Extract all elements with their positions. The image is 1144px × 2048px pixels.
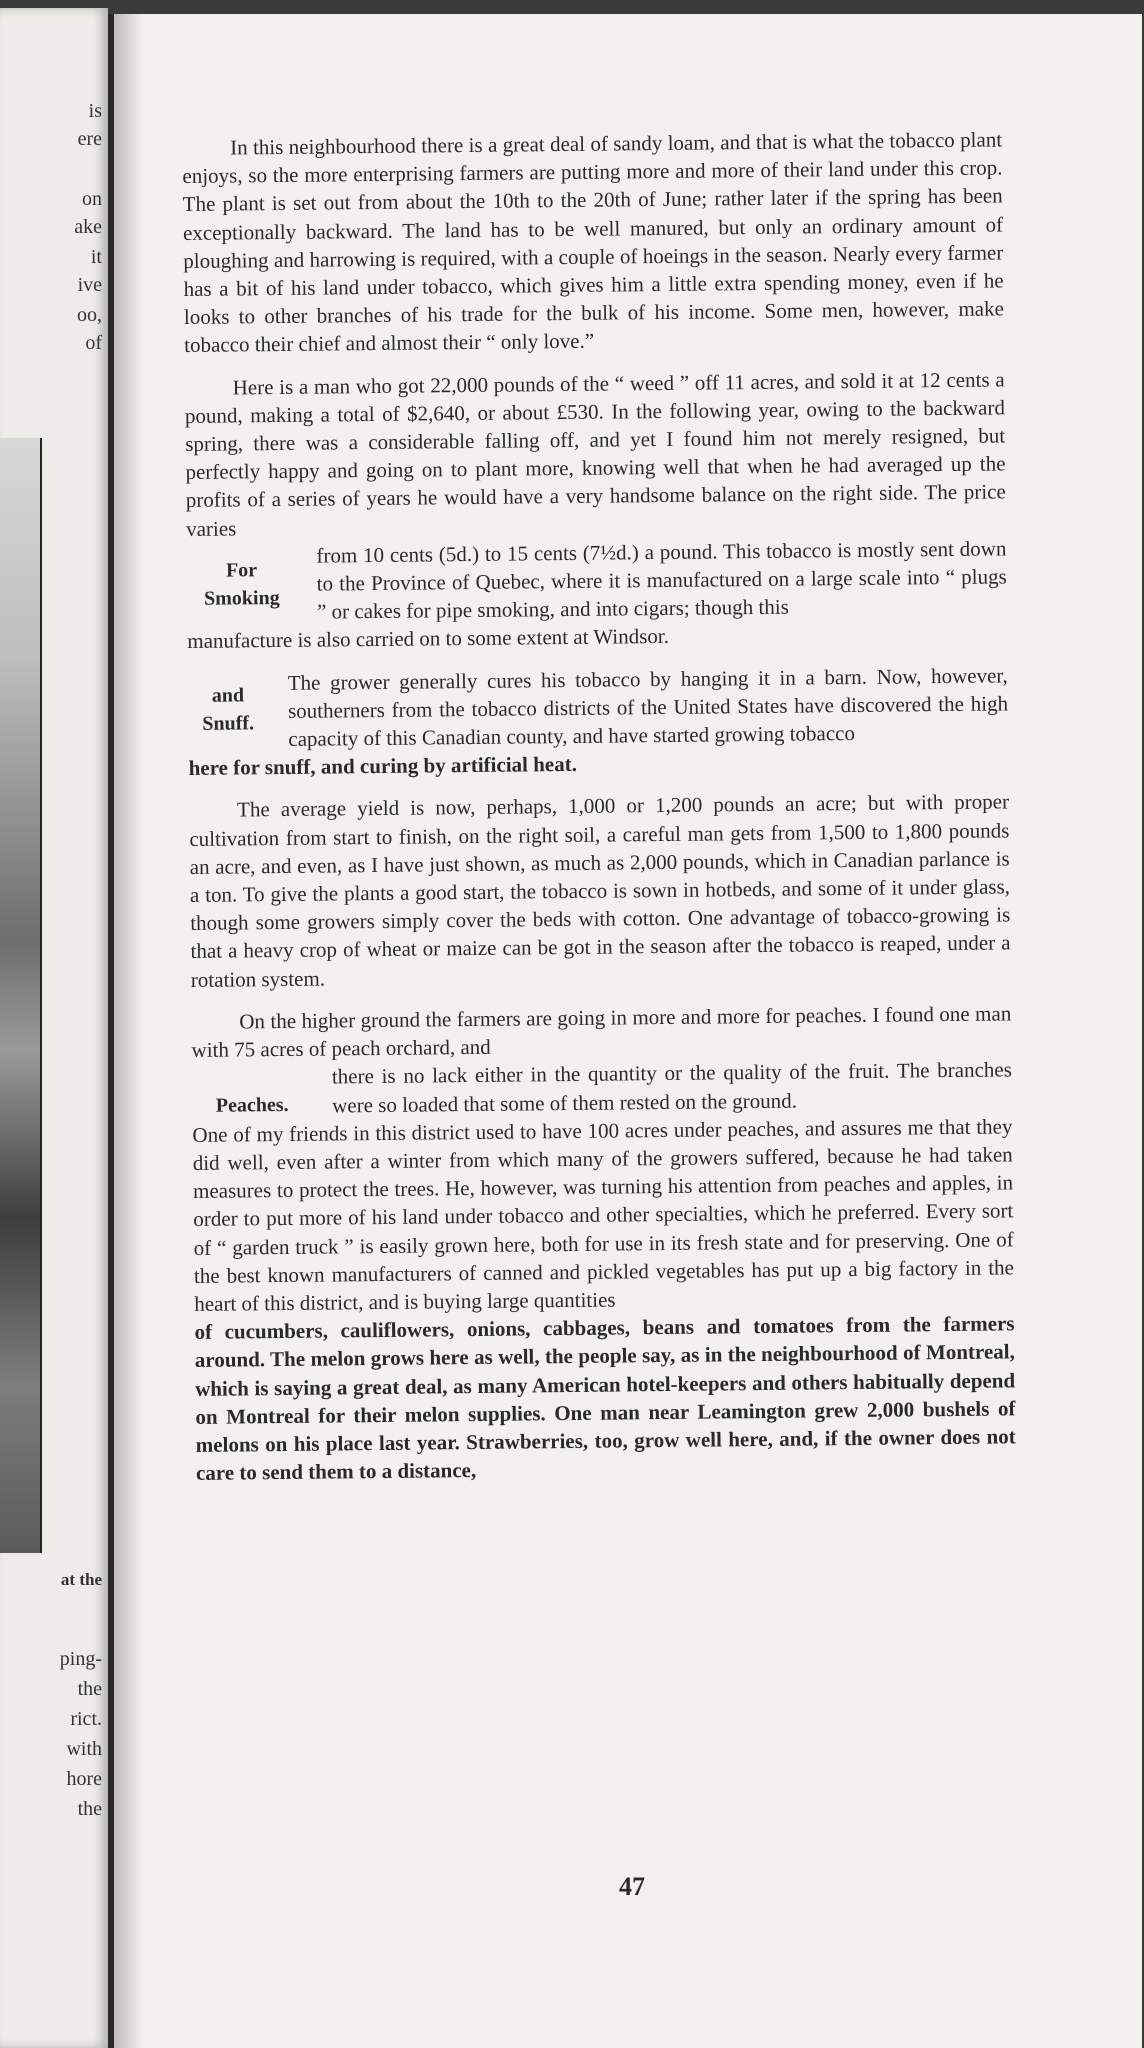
paragraph-tobacco-loam: In this neighbourhood there is a great deal of sandy loam, and that is what the tobacco plant enjoys, so the more enterprising farmers are putting more and more of their land under this crop. The plant is set out from about the 10th to the 20th of June; rather later if the spring has been exceptionally backward. The land has to be well manured, but only an ordinary amount of ploughing and harrowing is required, with a couple of hoeings in the season. Nearly every farmer has a bit of his land under tobacco, which gives him a little extra spending money, even if he looks to other branches of his trade for the bulk of his income. Some men, however, make tobacco their chief and almost their “ only love.”	[182, 127, 1004, 358]
margin-note-and-snuff: and Snuff.	[202, 684, 255, 735]
left-page-photo	[0, 438, 42, 1553]
left-fragment: hore	[66, 1768, 102, 1790]
snuff-section	[188, 661, 1009, 754]
page-number: 47	[619, 1872, 645, 1901]
left-fragment: is	[88, 100, 102, 122]
paragraph-peach-fruit: there is no lack either in the quantity or the quality of the fruit. The branches were so loaded that some of them rested on the ground.	[331, 1057, 1012, 1117]
right-page	[108, 14, 1142, 2048]
margin-note-for-smoking: For Smoking	[203, 559, 280, 610]
left-fragment: ping-	[59, 1648, 102, 1670]
paragraph-windsor: manufacture is also carried on to some extent at Windsor.	[187, 624, 670, 654]
body-text	[182, 125, 1016, 1501]
smoking-section	[186, 534, 1007, 627]
page-gutter-shadow	[114, 14, 144, 2048]
left-fragment: oo,	[77, 304, 102, 326]
left-page-edge	[0, 8, 108, 2048]
left-fragment: ive	[77, 274, 102, 296]
left-fragment: on	[82, 188, 102, 210]
paragraph-peaches-intro: On the higher ground the farmers are going in more and more for peaches. I found one man with 75 acres of peach orchard, and	[191, 1001, 1012, 1063]
paragraph-average-yield: The average yield is now, perhaps, 1,000 or 1,200 pounds an acre; but with proper cultivation from start to finish, on the right soil, a careful man gets from 1,500 to 1,800 pounds an acre, and even, as I have just shown, as much as 2,000 pounds, which in Canadian parlance is a ton. To give the plants a good start, the tobacco is sown in hotbeds, and some of it under glass, though some growers simply cover the beds with cotton. One advantage of tobacco-growing is that a heavy crop of wheat or maize can be got in the season after the tobacco is reaped, under a rotation system.	[189, 789, 1011, 992]
left-fragment: the	[77, 1678, 102, 1700]
left-fragment: with	[66, 1738, 102, 1760]
left-fragment: it	[90, 246, 102, 268]
paragraph-curing: The grower generally cures his tobacco by hanging it in a barn. Now, however, southerners from the tobacco districts of the United States have discovered the high capacity of this Canadian county, and have started growing tobacco	[287, 663, 1009, 751]
left-fragment: ere	[77, 128, 102, 150]
margin-note-peaches: Peaches.	[215, 1094, 289, 1117]
paragraph-price: from 10 cents (5d.) to 15 cents (7½d.) a pound. This tobacco is mostly sent down to the Province of Quebec, where it is manufactured on a large scale into “ plugs ” or cakes for pipe smoking, and into cigars; though this	[316, 536, 1007, 624]
peaches-section	[192, 1056, 1013, 1121]
left-fragment: of	[85, 332, 102, 354]
left-fragment: the	[77, 1798, 102, 1820]
paragraph-snuff-heat: here for snuff, and curing by artificial heat.	[188, 752, 578, 781]
left-fragment: ake	[74, 216, 102, 238]
paragraph-garden-truck: One of my friends in this district used to have 100 acres under peaches, and assures me that they did well, even after a winter from which many of the growers suffered, because he had taken measures to protect the trees. He, however, was turning his attention from peaches and apples, in order to put more of his land under tobacco and other specialties, which he preferred. Every sort of “ garden truck ” is easily grown here, both for use in its fresh state and for preserving. One of the best known manufacturers of canned and pickled vegetables has put up a big factory in the heart of this district, and is buying large quantities	[192, 1114, 1015, 1316]
left-fragment: at the	[60, 1570, 102, 1589]
paragraph-weed-yield: Here is a man who got 22,000 pounds of the “ weed ” off 11 acres, and sold it at 12 cents a pound, making a total of $2,640, or about £530. In the following year, owing to the backward spring, there was a considerable falling off, and yet I found him not merely resigned, but perfectly happy and going on to plant more, knowing well that when he had averaged up the profits of a series of years he would have a very handsome balance on the right side. The price varies	[184, 367, 1006, 541]
left-fragment: rict.	[70, 1708, 102, 1730]
paragraph-melons: of cucumbers, cauliflowers, onions, cabbages, beans and tomatoes from the farmers around. The melon grows here as well, the people say, as in the neighbourhood of Montreal, which is saying a great deal, as many American hotel-keepers and others habitually depend on Montreal for their melon supplies. One man near Leamington grew 2,000 bushels of melons on his place last year. Strawberries, too, grow well here, and, if the owner does not care to send them to a distance,	[194, 1311, 1016, 1486]
